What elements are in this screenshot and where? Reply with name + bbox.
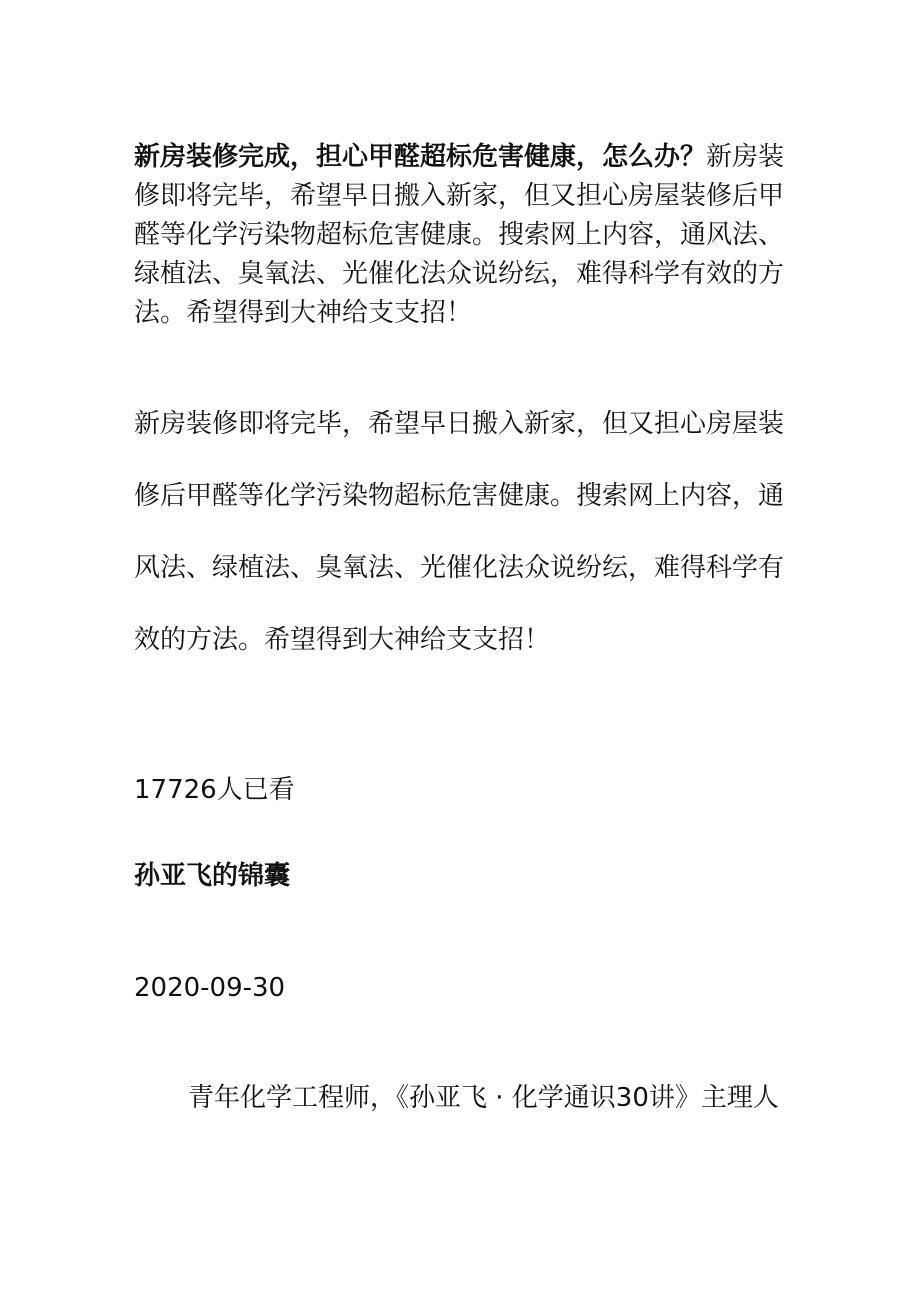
view-count: 17726人已看 [134,775,295,805]
question-summary: 新房装修即将完毕，希望早日搬入新家，但又担心房屋装修后甲醛等化学污染物超标危害健康。搜索网上内容，通风法、绿植法、臭氧法、光催化法众说纷纭，难得科学有效的方法。希望得到大神给支支招！ [134,142,785,328]
question-intro [134,138,786,333]
author-name: 孙亚飞的锦囊 [134,861,291,891]
question-body: 新房装修即将完毕，希望早日搬入新家，但又担心房屋装修后甲醛等化学污染物超标危害健康。搜索网上内容，通风法、绿植法、臭氧法、光催化法众说纷纭，难得科学有效的方法。希望得到大神给支支招！ [134,409,785,655]
question-title: 新房装修完成，担心甲醛超标危害健康，怎么办？ [134,142,707,172]
author-bio: 青年化学工程师，《孙亚飞 · 化学通识30讲》主理人 [188,1083,779,1113]
publish-date: 2020-09-30 [134,973,286,1003]
